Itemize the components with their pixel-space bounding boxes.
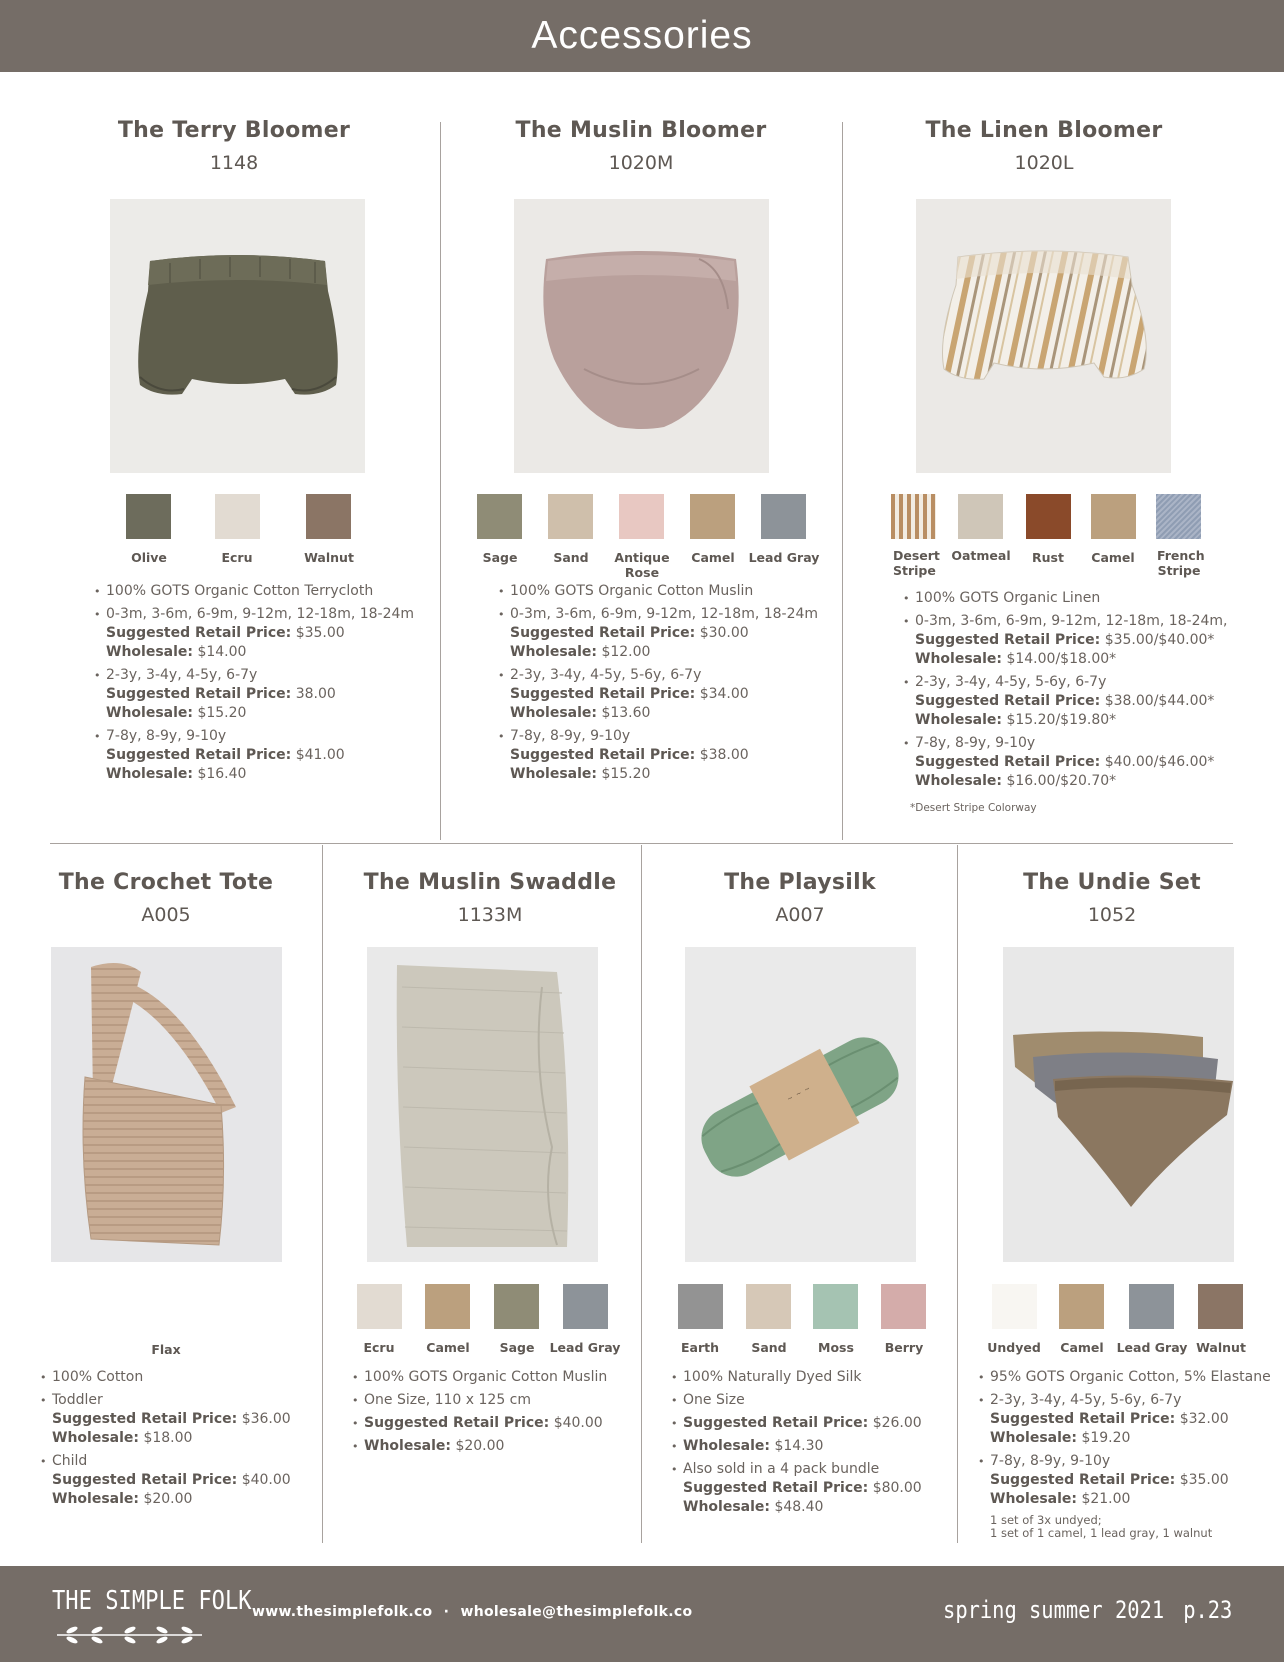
color-label: French Stripe [1157,548,1205,578]
color-swatch [548,494,593,539]
color-label: Undyed [987,1340,1041,1355]
divider [842,122,843,840]
size-range: • 7-8y, 8-9y, 9-10y [915,735,1036,751]
retail-price: $36.00 [241,1411,291,1427]
size: One Size [683,1392,745,1408]
retail-label: Suggested Retail Price: [990,1411,1176,1427]
detail-item [498,605,828,662]
wholesale-label: Wholesale: [915,651,1002,667]
size-range: • 7-8y, 8-9y, 9-10y [106,728,227,744]
wholesale-label: Wholesale: [915,773,1002,789]
set-note-line: 1 set of 1 camel, 1 lead gray, 1 walnut [990,1526,1213,1540]
detail-item [671,1460,951,1517]
detail-item [40,1452,310,1509]
product-title: The Muslin Swaddle [363,870,617,895]
detail-item [352,1391,632,1410]
retail-label: Suggested Retail Price: [106,686,292,702]
wholesale-price: $15.20/$19.80* [1006,712,1117,728]
color-label: Camel [691,550,735,565]
size-range: • 2-3y, 3-4y, 4-5y, 5-6y, 6-7y [990,1392,1182,1408]
set-note-line: 1 set of 3x undyed; [990,1513,1102,1527]
material: 95% GOTS Organic Cotton, 5% Elastane [990,1369,1271,1385]
color-swatch [1156,494,1201,539]
wholesale-price: $16.40 [197,766,247,782]
retail-price: $40.00 [553,1415,603,1431]
wholesale-label: Wholesale: [52,1430,139,1446]
page-number: p.23 [1182,1596,1232,1624]
color-label: Berry [884,1340,924,1355]
color-swatch [746,1284,791,1329]
retail-label: Suggested Retail Price: [106,747,292,763]
product-code: 1148 [209,152,259,174]
color-label: Camel [1060,1340,1104,1355]
color-label: Camel [426,1340,470,1355]
detail-item [40,1368,310,1387]
retail-label: Suggested Retail Price: [683,1415,869,1431]
colorway-note: *Desert Stripe Colorway [910,802,1037,814]
color-swatch [881,1284,926,1329]
divider [50,843,1233,844]
product-code: A007 [775,904,825,926]
product-code: 1133M [457,904,523,926]
wholesale-label: Wholesale: [683,1499,770,1515]
retail-price: $40.00/$46.00* [1104,754,1215,770]
product-details [978,1368,1278,1513]
color-label: Walnut [1196,1340,1246,1355]
color-label: Sage [499,1340,535,1355]
contact-info [252,1604,692,1620]
product-details [498,582,828,788]
size-range: • 7-8y, 8-9y, 9-10y [990,1453,1111,1469]
wholesale-label: Wholesale: [106,644,193,660]
retail-price: $40.00 [241,1472,291,1488]
retail-label: Suggested Retail Price: [52,1472,238,1488]
wholesale-price: $14.00/$18.00* [1006,651,1117,667]
material: 100% Cotton [52,1369,144,1385]
color-swatch [357,1284,402,1329]
product-title: The Muslin Bloomer [515,118,767,143]
product-photo [514,199,769,473]
detail-item [903,612,1243,669]
season-page [943,1596,1232,1624]
wholesale-price: $19.20 [1081,1430,1131,1446]
color-label: Lead Gray [549,1340,621,1355]
page-footer [0,1566,1284,1662]
wholesale-price: $16.00/$20.70* [1006,773,1117,789]
separator: · [443,1604,450,1620]
material: 100% GOTS Organic Cotton Terrycloth [106,583,374,599]
wholesale-price: $14.00 [197,644,247,660]
color-label: Sage [482,550,518,565]
color-label: Sand [751,1340,787,1355]
detail-item [94,582,424,601]
color-label: Walnut [304,550,354,565]
detail-item [498,727,828,784]
retail-label: Suggested Retail Price: [52,1411,238,1427]
product-photo [685,947,916,1262]
color-swatch [126,494,171,539]
size-range: • 2-3y, 3-4y, 4-5y, 5-6y, 6-7y [915,674,1107,690]
size-range: • Child [52,1453,88,1469]
detail-item [671,1391,951,1410]
color-swatch [992,1284,1037,1329]
material: 100% Naturally Dyed Silk [683,1369,862,1385]
retail-price: $38.00 [699,747,749,763]
product-title: The Linen Bloomer [925,118,1163,143]
color-swatch [425,1284,470,1329]
color-swatch [1129,1284,1174,1329]
product-title: The Crochet Tote [58,870,274,895]
detail-item [978,1368,1278,1387]
color-label: Lead Gray [1116,1340,1188,1355]
color-label: Ecru [221,550,253,565]
wholesale-label: Wholesale: [915,712,1002,728]
color-swatch [306,494,351,539]
detail-item [498,582,828,601]
color-swatch [761,494,806,539]
color-label: Ecru [363,1340,395,1355]
color-label: Desert Stripe [893,548,940,578]
product-title: The Playsilk [724,870,876,895]
detail-item [498,666,828,723]
wholesale-price: $15.20 [601,766,651,782]
retail-price: $32.00 [1179,1411,1229,1427]
detail-item [352,1414,632,1433]
detail-item [671,1414,951,1433]
wholesale-label: Wholesale: [510,644,597,660]
retail-price: $80.00 [872,1480,922,1496]
wholesale-price: $18.00 [143,1430,193,1446]
product-details [671,1368,951,1521]
retail-price: $34.00 [699,686,749,702]
product-code: 1052 [1087,904,1137,926]
retail-label: Suggested Retail Price: [106,625,292,641]
product-details [40,1368,310,1513]
product-details [903,589,1243,795]
retail-label: Suggested Retail Price: [915,754,1101,770]
material: 100% GOTS Organic Cotton Muslin [364,1369,608,1385]
size-range: • 2-3y, 3-4y, 4-5y, 5-6y, 6-7y [510,667,702,683]
retail-label: Suggested Retail Price: [510,747,696,763]
color-swatch [563,1284,608,1329]
color-label: Rust [1032,550,1064,565]
divider [641,845,642,1543]
retail-price: $38.00/$44.00* [1104,693,1215,709]
page-header [0,0,1284,72]
brand-logo: THE SIMPLE FOLK [52,1586,252,1616]
divider [322,845,323,1543]
retail-price: $26.00 [872,1415,922,1431]
color-swatch [1059,1284,1104,1329]
color-label: Moss [818,1340,854,1355]
detail-item [94,666,424,723]
size-range: • Toddler [52,1392,103,1408]
email-link[interactable]: wholesale@thesimplefolk.co [460,1604,693,1620]
color-label: Earth [680,1340,719,1355]
material: 100% GOTS Organic Cotton Muslin [510,583,754,599]
sprig-icon [52,1624,207,1646]
retail-label: Suggested Retail Price: [683,1480,869,1496]
product-title: The Undie Set [1023,870,1201,895]
product-title: The Terry Bloomer [117,118,351,143]
detail-item [94,727,424,784]
detail-item [671,1437,951,1456]
svg-text:~ ~ ~: ~ ~ ~ [785,1083,812,1104]
wholesale-label: Wholesale: [106,705,193,721]
product-details [94,582,424,788]
size-range: • 0-3m, 3-6m, 6-9m, 9-12m, 12-18m, 18-24m [106,606,415,622]
detail-item [978,1452,1278,1509]
color-swatch [1198,1284,1243,1329]
retail-price: $41.00 [295,747,345,763]
wholesale-price: $20.00 [143,1491,193,1507]
size-range: • 2-3y, 3-4y, 4-5y, 6-7y [106,667,258,683]
set-note [990,1514,1212,1540]
wholesale-price: $13.60 [601,705,651,721]
color-label: Antique Rose [614,550,670,580]
retail-price: $30.00 [699,625,749,641]
detail-item [978,1391,1278,1448]
bundle-note: • Also sold in a 4 pack bundle [683,1461,880,1477]
color-swatch [494,1284,539,1329]
wholesale-label: Wholesale: [106,766,193,782]
detail-item [903,734,1243,791]
color-label: Flax [151,1342,181,1357]
product-code: 1020L [1014,152,1074,174]
color-label: Oatmeal [951,548,1011,563]
product-photo [51,947,282,1262]
retail-label: Suggested Retail Price: [915,693,1101,709]
season-label: spring summer 2021 [942,1596,1164,1624]
color-swatch [678,1284,723,1329]
wholesale-price: $48.40 [774,1499,824,1515]
wholesale-label: Wholesale: [52,1491,139,1507]
retail-label: Suggested Retail Price: [510,625,696,641]
color-swatch [958,494,1003,539]
wholesale-label: Wholesale: [510,705,597,721]
wholesale-price: $21.00 [1081,1491,1131,1507]
size-range: • 0-3m, 3-6m, 6-9m, 9-12m, 12-18m, 18-24m, [915,613,1228,629]
page-title: Accessories [531,14,753,57]
retail-price: $35.00 [295,625,345,641]
color-swatch [215,494,260,539]
retail-label: Suggested Retail Price: [915,632,1101,648]
detail-item [903,589,1243,608]
divider [440,122,441,840]
retail-label: Suggested Retail Price: [990,1472,1176,1488]
retail-price: $35.00 [1179,1472,1229,1488]
detail-item [94,605,424,662]
color-label: Camel [1091,550,1135,565]
detail-item [903,673,1243,730]
retail-label: Suggested Retail Price: [364,1415,550,1431]
product-details [352,1368,632,1460]
color-swatch [619,494,664,539]
wholesale-label: Wholesale: [990,1491,1077,1507]
color-label: Sand [553,550,589,565]
wholesale-label: Wholesale: [364,1438,451,1454]
color-swatch [690,494,735,539]
product-photo [110,199,365,473]
color-swatch [1091,494,1136,539]
wholesale-price: $14.30 [774,1438,824,1454]
color-swatch [477,494,522,539]
detail-item [352,1437,632,1456]
color-swatch [813,1284,858,1329]
size-range: • 7-8y, 8-9y, 9-10y [510,728,631,744]
wholesale-label: Wholesale: [510,766,597,782]
retail-price: $35.00/$40.00* [1104,632,1215,648]
retail-label: Suggested Retail Price: [510,686,696,702]
website-link[interactable]: www.thesimplefolk.co [252,1604,433,1620]
color-swatch [891,494,936,539]
product-photo [367,947,598,1262]
size-range: • 0-3m, 3-6m, 6-9m, 9-12m, 12-18m, 18-24m [510,606,819,622]
product-photo [916,199,1171,473]
detail-item [352,1368,632,1387]
color-label: Olive [131,550,167,565]
wholesale-price: $15.20 [197,705,247,721]
product-code: 1020M [608,152,674,174]
divider [957,845,958,1543]
wholesale-label: Wholesale: [683,1438,770,1454]
color-label: Lead Gray [748,550,820,565]
retail-price: 38.00 [295,686,336,702]
wholesale-price: $12.00 [601,644,651,660]
product-photo [1003,947,1234,1262]
wholesale-price: $20.00 [455,1438,505,1454]
color-swatch [1026,494,1071,539]
detail-item [671,1368,951,1387]
size: One Size, 110 x 125 cm [364,1392,532,1408]
detail-item [40,1391,310,1448]
wholesale-label: Wholesale: [990,1430,1077,1446]
product-code: A005 [141,904,191,926]
material: 100% GOTS Organic Linen [915,590,1101,606]
